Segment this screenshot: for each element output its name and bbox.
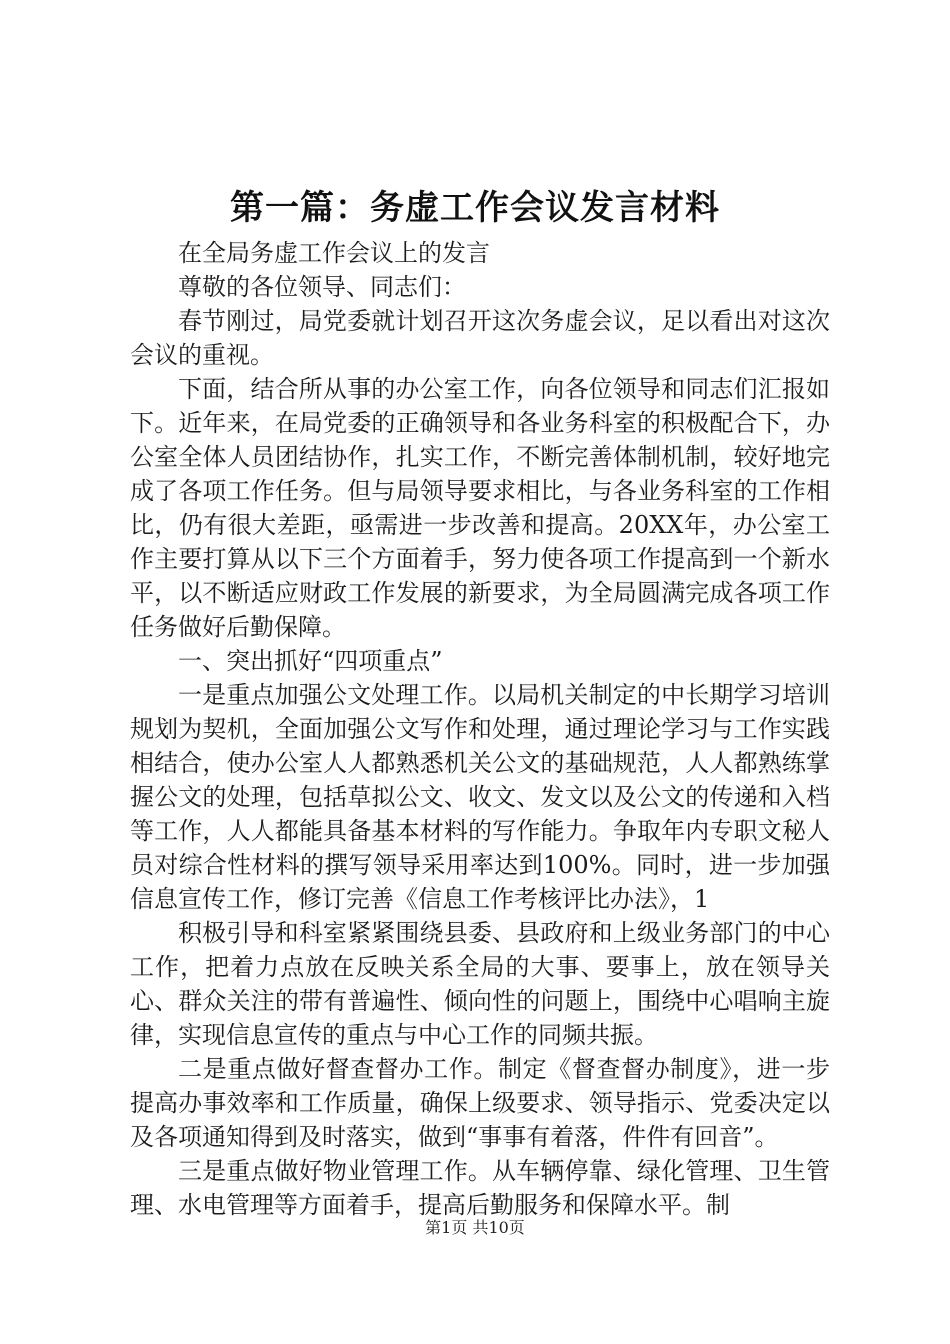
paragraph-information-work: 积极引导和科室紧紧围绕县委、县政府和上级业务部门的中心工作，把着力点放在反映关系全局的大事、要事上，放在领导关心、群众关注的带有普遍性、倾向性的问题上，围绕中心唱响主旋律，实现信息宣传的重点与中心工作的同频共振。 xyxy=(130,919,830,1049)
page-footer: 第1页 共10页 xyxy=(425,1218,525,1237)
document-body xyxy=(130,236,830,1222)
paragraph-report: 下面，结合所从事的办公室工作，向各位领导和同志们汇报如下。近年来，在局党委的正确领导和各业务科室的积极配合下，办公室全体人员团结协作，扎实工作，不断完善体制机制，较好地完成了各项工作任务。但与局领导要求相比，与各业务科室的工作相比，仍有很大差距，亟需进一步改善和提高。20XX年，办公室工作主要打算从以下三个方面着手，努力使各项工作提高到一个新水平，以不断适应财政工作发展的新要求，为全局圆满完成各项工作任务做好后勤保障。 xyxy=(130,375,830,641)
paragraph-salutation: 尊敬的各位领导、同志们： xyxy=(178,273,466,301)
paragraph-point-three: 三是重点做好物业管理工作。从车辆停靠、绿化管理、卫生管理、水电管理等方面着手，提高后勤服务和保障水平。制 xyxy=(130,1157,830,1219)
paragraph-intro: 春节刚过，局党委就计划召开这次务虚会议，足以看出对这次会议的重视。 xyxy=(130,307,830,369)
document-title: 第一篇：务虚工作会议发言材料 xyxy=(230,188,720,228)
paragraph-point-two: 二是重点做好督查督办工作。制定《督查督办制度》，进一步提高办事效率和工作质量，确保上级要求、领导指示、党委决定以及各项通知得到及时落实，做到“事事有着落，件件有回音”。 xyxy=(130,1055,830,1151)
paragraph-point-one: 一是重点加强公文处理工作。以局机关制定的中长期学习培训规划为契机，全面加强公文写作和处理，通过理论学习与工作实践相结合，使办公室人人都熟悉机关公文的基础规范，人人都熟练掌握公文的处理，包括草拟公文、收文、发文以及公文的传递和入档等工作，人人都能具备基本材料的写作能力。争取年内专职文秘人员对综合性材料的撰写领导采用率达到100%。同时，进一步加强信息宣传工作，修订完善《信息工作考核评比办法》，1 xyxy=(130,681,830,913)
paragraph-speech-heading: 在全局务虚工作会议上的发言 xyxy=(178,239,490,267)
paragraph-section-one-heading: 一、突出抓好“四项重点” xyxy=(178,647,443,675)
